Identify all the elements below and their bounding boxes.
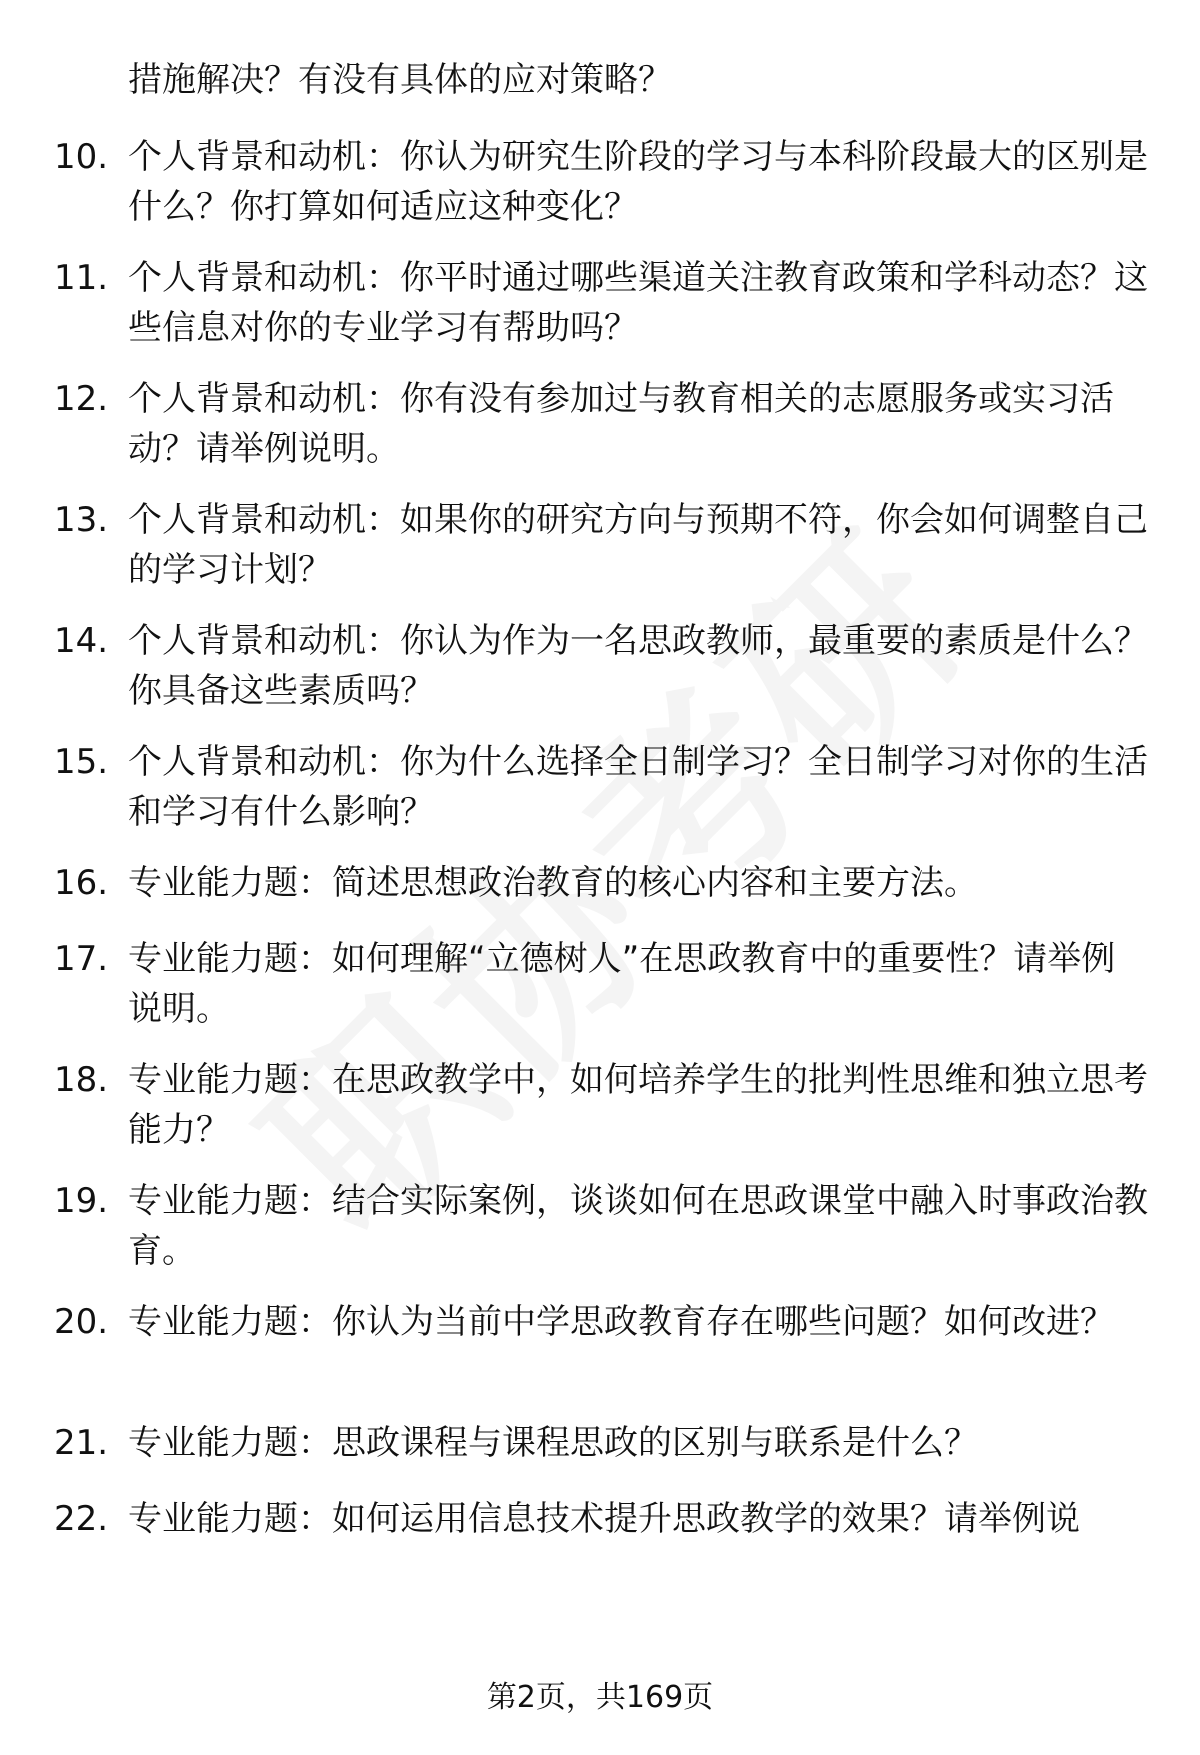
question-item [0, 132, 1200, 232]
question-text: 专业能力题：简述思想政治教育的核心内容和主要方法。 [128, 863, 978, 903]
question-text: 专业能力题：如何理解“立德树人”在思政教育中的重要性？请举例说明。 [128, 939, 1116, 1029]
question-text: 个人背景和动机：你认为研究生阶段的学习与本科阶段最大的区别是什么？你打算如何适应这种变化？ [128, 137, 1148, 227]
question-text: 专业能力题：结合实际案例，谈谈如何在思政课堂中融入时事政治教育。 [128, 1181, 1148, 1271]
question-text: 专业能力题：在思政教学中，如何培养学生的批判性思维和独立思考能力？ [128, 1060, 1148, 1150]
question-number: 11. [54, 258, 109, 298]
question-number: 14. [54, 621, 109, 661]
question-text: 专业能力题：你认为当前中学思政教育存在哪些问题？如何改进？ [128, 1302, 1114, 1342]
page-footer: 第2页，共169页 [486, 1680, 714, 1715]
question-number: 10. [54, 137, 109, 177]
question-number: 12. [54, 379, 109, 419]
question-item [0, 616, 1200, 716]
question-number: 22. [54, 1499, 109, 1539]
question-item [0, 1494, 1200, 1544]
question-item [0, 253, 1200, 353]
question-number: 16. [54, 863, 109, 903]
question-text: 个人背景和动机：你认为作为一名思政教师，最重要的素质是什么？你具备这些素质吗？ [128, 621, 1148, 711]
question-text: 专业能力题：如何运用信息技术提升思政教学的效果？请举例说 [128, 1499, 1080, 1539]
question-text: 专业能力题：思政课程与课程思政的区别与联系是什么？ [128, 1423, 978, 1463]
question-text: 个人背景和动机：你平时通过哪些渠道关注教育政策和学科动态？这些信息对你的专业学习有帮助吗？ [128, 258, 1148, 348]
question-text: 个人背景和动机：你有没有参加过与教育相关的志愿服务或实习活动？请举例说明。 [128, 379, 1114, 469]
question-number: 19. [54, 1181, 109, 1221]
question-number: 15. [54, 742, 109, 782]
question-item [0, 1418, 1200, 1468]
question-text: 个人背景和动机：如果你的研究方向与预期不符，你会如何调整自己的学习计划？ [128, 500, 1148, 590]
question-number: 17. [54, 939, 109, 979]
question-item [0, 1297, 1200, 1347]
question-number: 13. [54, 500, 109, 540]
question-item [0, 495, 1200, 595]
question-number: 18. [54, 1060, 109, 1100]
question-item [0, 934, 1200, 1034]
question-item [0, 1176, 1200, 1276]
question-number: 21. [54, 1423, 109, 1463]
question-number: 20. [54, 1302, 109, 1342]
continuation-text: 措施解决？有没有具体的应对策略？ [128, 60, 672, 100]
question-item [0, 374, 1200, 474]
question-text: 个人背景和动机：你为什么选择全日制学习？全日制学习对你的生活和学习有什么影响？ [128, 742, 1148, 832]
question-item [0, 1055, 1200, 1155]
question-item [0, 737, 1200, 837]
question-item [0, 858, 1200, 908]
